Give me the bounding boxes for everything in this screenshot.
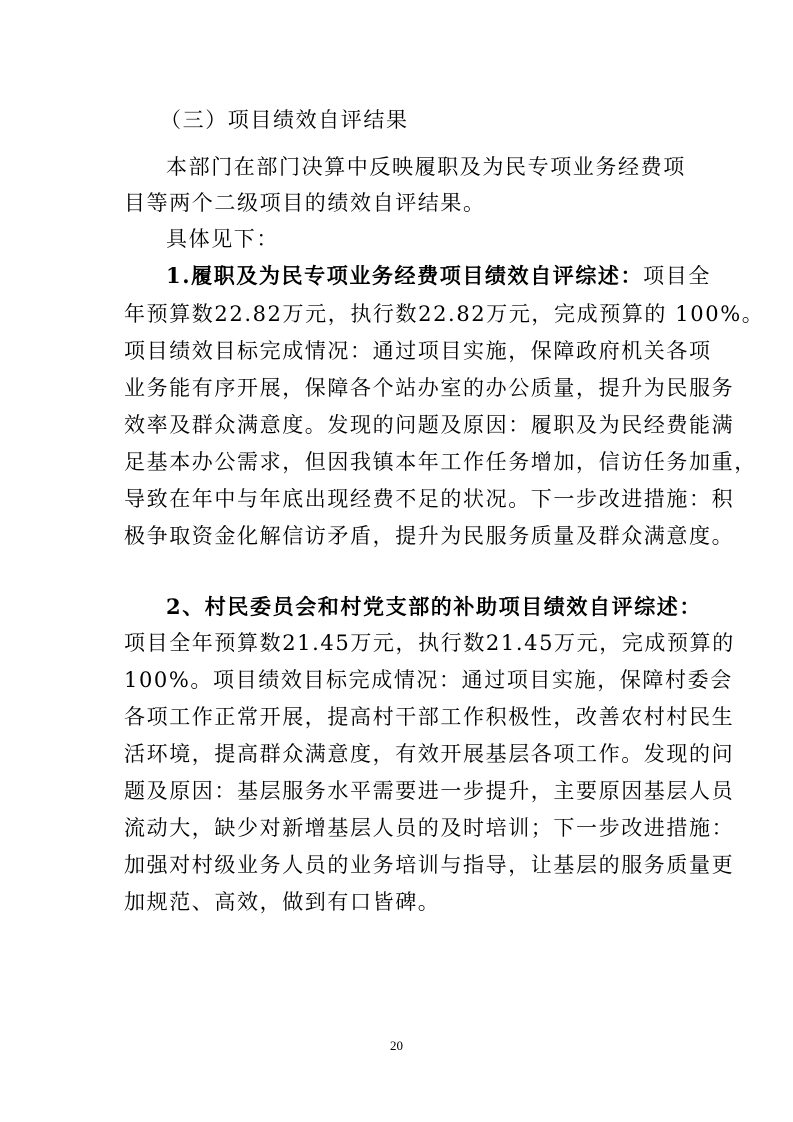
item2-line-1: 项目全年预算数21.45万元，执行数21.45万元，完成预算的 — [124, 631, 735, 655]
item2-line-7: 加强对村级业务人员的业务培训与指导，让基层的服务质量更 — [124, 853, 735, 877]
item1-line-5: 足基本办公需求，但因我镇本年工作任务增加，信访任务加重， — [124, 450, 757, 474]
item2-line-2: 100%。项目绩效目标完成情况：通过项目实施，保障村委会 — [124, 668, 733, 692]
item2-line-4: 活环境，提高群众满意度，有效开展基层各项工作。发现的问 — [124, 742, 735, 766]
item1-line-4: 效率及群众满意度。发现的问题及原因：履职及为民经费能满 — [124, 413, 735, 437]
item1-line-3: 业务能有序开展，保障各个站办室的办公质量，提升为民服务 — [124, 376, 735, 400]
page-number: 20 — [390, 1038, 403, 1053]
item1-heading-tail: 项目全 — [643, 264, 711, 288]
item1-line-6: 导致在年中与年底出现经费不足的状况。下一步改进措施：积 — [124, 487, 735, 511]
item1-line-2: 项目绩效目标完成情况：通过项目实施，保障政府机关各项 — [124, 339, 712, 363]
item2-heading: 2、村民委员会和村党支部的补助项目绩效自评综述： — [166, 594, 703, 619]
item2-line-5: 题及原因：基层服务水平需要进一步提升，主要原因基层人员 — [124, 779, 735, 803]
item2-line-6: 流动大，缺少对新增基层人员的及时培训；下一步改进措施： — [124, 816, 735, 840]
intro-line-3: 具体见下： — [166, 227, 279, 251]
intro-line-2: 目等两个二级项目的绩效自评结果。 — [124, 191, 486, 215]
item1-heading: 1.履职及为民专项业务经费项目绩效自评综述： — [166, 263, 644, 288]
item1-line-7: 极争取资金化解信访矛盾，提升为民服务质量及群众满意度。 — [124, 524, 735, 548]
section-title: （三）项目绩效自评结果 — [160, 108, 409, 132]
item1-heading-line — [166, 261, 711, 291]
item2-line-8: 加规范、高效，做到有口皆碑。 — [124, 890, 441, 914]
intro-line-1: 本部门在部门决算中反映履职及为民专项业务经费项 — [166, 155, 686, 179]
item2-line-3: 各项工作正常开展，提高村干部工作积极性，改善农村村民生 — [124, 705, 735, 729]
item1-line-1: 年预算数22.82万元，执行数22.82万元，完成预算的 100%。 — [124, 302, 765, 326]
